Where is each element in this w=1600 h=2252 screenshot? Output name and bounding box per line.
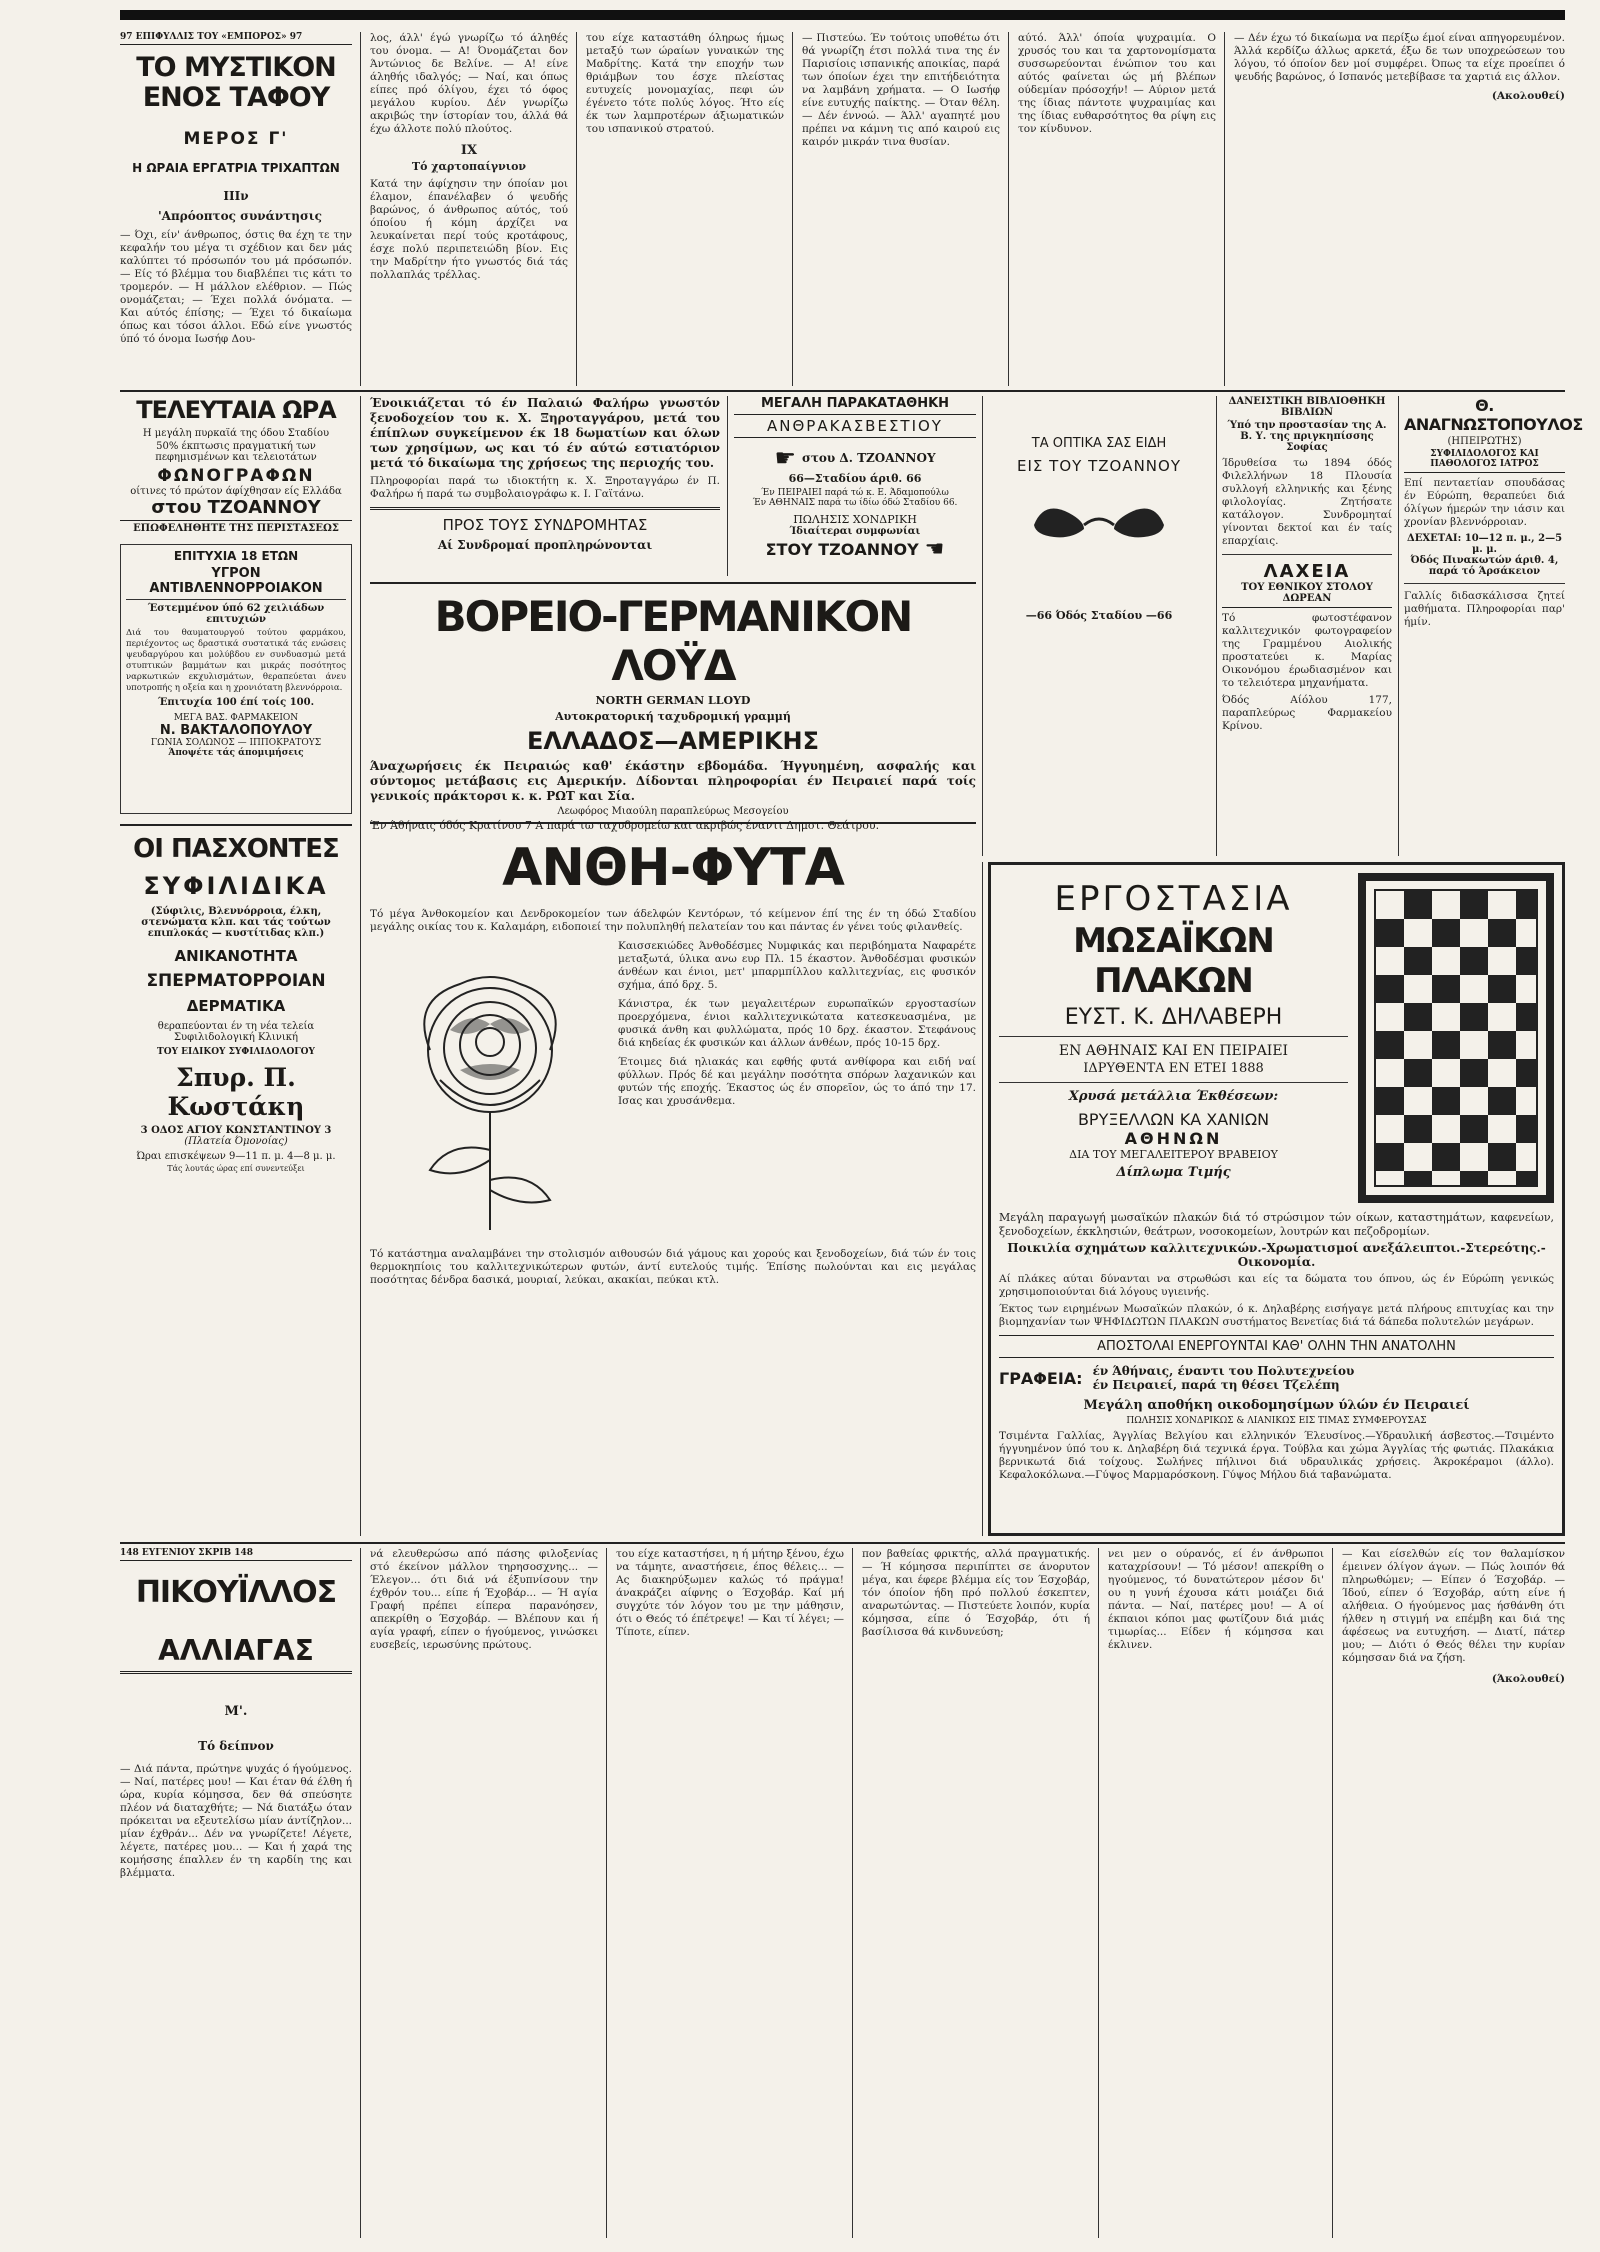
column-divider	[360, 32, 361, 386]
serial-text: — Δέν έχω τό δικαίωμα να περίξω έμοί είναι απηγορευμένον. Άλλά κερδίζω άλλως αρκετά, έξω δε των υποχρεώσεων του λόγου, τό όποίον δεν μοί συμφέρει. Όπως τα είχε προείπει ό ψευδής βαρώνος, ό Ισπανός μετεβίβασε τα χαρτιά εις άλλον.	[1234, 32, 1565, 83]
serial-continued: (Ακολουθεί)	[1491, 90, 1565, 102]
serial-text-column	[1234, 32, 1565, 386]
ad-text: 50% έκπτωσις πραγματική των πεφημισμένων και τελειοτάτων	[155, 441, 317, 463]
ad-hours: Ώραι επισκέψεων 9—11 π. μ. 4—8 μ. μ.	[136, 1151, 336, 1162]
ad-text: ΔΕΡΜΑΤΙΚΑ	[186, 997, 286, 1015]
ad-text: Ίδιαίτεραι συμφωνίαι	[789, 526, 921, 537]
ad-text: Επί πενταετίαν σπουδάσας έν Εύρώπη, θεραπεύει διά όλίγων ήμερών την ιάσιν και χρονίαν βλεννόρροιαν.	[1404, 477, 1565, 528]
ad-address: 66—Σταδίου άριθ. 66	[788, 472, 922, 485]
serial-subtitle: Η ΩΡΑΙΑ ΕΡΓΑΤΡΙΑ ΤΡΙΧΑΠΤΩΝ	[132, 161, 340, 175]
spectacles-icon	[1024, 495, 1174, 545]
ad-address: 3 ΟΔΟΣ ΑΓΙΟΥ ΚΩΝΣΤΑΝΤΙΝΟΥ 3	[140, 1125, 332, 1136]
ad-sales: ΠΩΛΗΣΙΣ ΧΟΝΔΡΙΚΩΣ & ΛΙΑΝΙΚΩΣ ΕΙΣ ΤΙΜΑΣ ΣΥΜΦΕΡΟΥΣΑΣ	[1126, 1416, 1427, 1426]
ad-title: ΒΟΡΕΙΟ-ΓΕΡΜΑΝΙΚΟΝ ΛΟΫΔ	[434, 592, 912, 690]
ad-text: Έστεμμένον ύπό 62 χειλιάδων επιτυχιών	[147, 603, 325, 625]
serial-text: νά ελευθερώσω από πάσης φιλοξενίας στό έκείνον μάλλον τηρησοσχνης... — Έλεγον... ότι διά νά έξυπνίσουν την έχθρόν του... είπε ή Έχοβάρ... — Ή αγία Γραφή πρέπει είπερα παρανόησεν, απεκρίθη ο Έσχοβάρ. — Βλέπουν και ή αγία γραφή, είπεν ο ήγούμενος, γινώσκει ευσεβείς, ιερωσύνης πρώτους.	[370, 1548, 598, 1651]
ad-text: Δίπλωμα Τιμής	[1116, 1165, 1231, 1180]
ad-factory-header	[999, 873, 1554, 1203]
ad-text: Έν Άθήναις όδός Κρατίνου 7 Α παρά τω ταχυδρομείω και ακριβώς έναντι Δημοτ. Θεάτρου.	[370, 819, 880, 832]
left-ads-column	[120, 396, 352, 1536]
ad-text: Χρυσά μετάλλια Έκθέσεων:	[1068, 1089, 1279, 1104]
ad-title: ΑΝΘΗ-ΦΥΤΑ	[502, 838, 844, 898]
serial-continued: (Άκολουθεί)	[1491, 1673, 1565, 1685]
ad-text: ΣΠΕΡΜΑΤΟΡΡΟΙΑΝ	[146, 971, 326, 991]
ad-coal-depot	[734, 396, 976, 576]
serial-caption: 97 ΕΠΙΦΥΛΛΙΣ ΤΟΥ «ΕΜΠΟΡΟΣ» 97	[120, 32, 352, 45]
ad-text: (Σύφιλις, Βλεννόρροια, έλκη, στενώματα κλπ. και τάς τούτων επιπλοκάς — κυστίτιδας κλπ.)	[141, 906, 331, 939]
ad-office: έν Άθήναις, έναντι του Πολυτεχνείου	[1092, 1364, 1355, 1378]
ad-text: Τό φωτοστέφανον καλλιτεχνικόν φωτογραφείον της Γραμμένου Αιολικής προστατεύει κ. Μαρίας Οικονόμου έρωδιασμένον και το τελειότερα μηχανήματα.	[1222, 612, 1392, 689]
ad-text: ΤΟΥ ΕΙΔΙΚΟΥ ΣΥΦΙΛΙΔΟΛΟΓΟΥ	[157, 1047, 315, 1057]
serial-subtitle: ΑΛΛΙΑΓΑΣ	[120, 1634, 352, 1674]
ad-pharmacy-name: Ν. ΒΑΚΤΑΛΟΠΟΥΛΟΥ	[159, 723, 313, 738]
column-divider	[1098, 1548, 1099, 2238]
serial-section	[120, 32, 1565, 386]
serial-text: λος, άλλ' έγώ γνωρίζω τό άληθές του όνομα. — Α! Όνομάζεται δον Άντώνιος δε Βελίνε. — Α! είνε άληθής ιδαλγός; — Ναί, και όπως είπες πρό όλίγου, έχει τό όφος μεγάλου κυρίου. Δέν γνωρίζω ακριβώς την ίστορίαν του, άλλά θά έχω άλλοτε πολύ πλούτος.	[370, 32, 568, 135]
ad-title: ΤΑ ΟΠΤΙΚΑ ΣΑΣ ΕΙΔΗ	[1031, 436, 1167, 451]
ad-text: Μεγάλη παραγωγή μωσαϊκών πλακών διά τό στρώσιμον τών οίκων, καταστημάτων, καφενείων, ξενοδοχείων, έκκλησιών, θεάτρων, νοσοκομείων, λουτρών και πεζοδρομίων.	[999, 1211, 1554, 1238]
ad-text: Έκτος των ειρημένων Μωσαϊκών πλακών, ό κ. Δηλαβέρης εισήγαγε μετά πλήρους επιτυχίας και την βιομηχανίαν των ΨΗΦΙΔΩΤΩΝ ΠΛΑΚΩΝ συστήματος Βενετίας διά τά δάπεδα πολυτελών μεγάρων.	[999, 1303, 1554, 1328]
serial-text: του είχε καταστήσει, η ή μήτηρ ξένου, έχω να τάμητε, αναστήσειε, έπος θέλεις... — Ας διακηρύξωμεν καλώς τό πράγμα! άνακράζει αίφνης ο Έσχοβάρ. Καί μή συγχύτε τόν λόγον του με την μάθησιν, ότι ο Θεός τό έπέτρεψε! — Και τί λέγει; — Τίποτε, είπεν.	[616, 1548, 844, 1638]
ad-note: Τάς λουτάς ώρας επί συνεντεύξει	[167, 1164, 305, 1173]
ad-text: ΑΘΗΝΩΝ	[1124, 1129, 1223, 1148]
ad-text: Τό κατάστημα αναλαμβάνει την στολισμόν αιθουσών διά γάμους και χορούς και ξενοδοχείων, διά τών έν τοις θερμοκηπίοις του καλλιτεχνικώτερων φυτών, άντί ευτελούς τιμής. Έπίσης πωλούνται και εις μεγάλας ποσότητας δένδρα δασικά, μουριαί, λεύκαι, ακακίαι, πεύκαι κτλ.	[370, 1248, 976, 1286]
serial-caption: 148 ΕΥΓΕΝΙΟΥ ΣΚΡΙΒ 148	[120, 1548, 352, 1561]
pointing-hand-icon: ☚	[924, 537, 945, 562]
ad-title: ΜΩΣΑΪΚΩΝ ΠΛΑΚΩΝ	[1073, 921, 1274, 1001]
serial-section-title: 'Απρόοπτος συνάντησις	[158, 209, 322, 223]
serial-section-title: Τό δείπνον	[198, 1739, 274, 1753]
ad-text: Διά του θαυματουργού τούτου φαρμάκου, περιέχοντος ως δραστικά συστατικά τάς ενώσεις ψευδαργύρου και μολύβδου εν συνδυασμώ μετά στυπτικών βαμμάτων και μικράς ποσότητος ναρκωτικών εκχυλισμάτων, θεραπεύεται άνευ υποτροπής η οξεία και η χρονιότατη βλεννόρροια.	[126, 628, 346, 693]
divider	[1404, 583, 1565, 584]
column-divider	[576, 32, 577, 386]
ad-store: στου Δ. ΤΖΟΑΝΝΟΥ	[802, 451, 936, 465]
serial-text-column	[802, 32, 1000, 386]
serial-text: πον βαθείας φρικτής, αλλά πραγματικής. — Ή κόμησσα περιπίπτει σε άνορυτον μέγα, και έφερε βλέμμα είς τον Έσχοβάρ, τόν όποίον ήδη πρό πολλού έσκεπτεν, αναρωτώντας. — Πιστεύετε λοιπόν, κυρία κόμησσα, είπε ό Έσχοβάρ, ότι ή βασίλισσα θά κινδυνεύση;	[862, 1548, 1090, 1638]
ad-lottery-subtitle: ΤΟΥ ΕΘΝΙΚΟΥ ΣΤΟΛΟΥ ΔΩΡΕΑΝ	[1222, 582, 1392, 608]
ad-warehouse: Μεγάλη αποθήκη οικοδομησίμων ύλών έν Πειραιεί	[1083, 1398, 1470, 1413]
advertisements-section	[120, 396, 1583, 1536]
ad-banner: ΑΠΟΣΤΟΛΑΙ ΕΝΕΡΓΟΥΝΤΑΙ ΚΑΘ' ΟΛΗΝ ΤΗΝ ΑΝΑΤΟΛΗΝ	[999, 1335, 1554, 1358]
ad-mosaic-factory	[988, 862, 1565, 1536]
ad-text: θεραπεύονται έν τη νέα τελεία Συφιλιδολογική Κλινική	[157, 1021, 315, 1043]
serial-text: — Διά πάντα, πρώτηνε ψυχάς ό ήγούμενος. — Ναί, πατέρες μου! — Και έταν θά έλθη ή ώρα, κυρία κόμησσα, δεν θά σπεύσητε πλέον νά διαταχθήτε; — Νά διατάξω όταν πρόκειται να εξευτελίσω μίαν άντίζηλον... μίαν έχθράν... Δέν να γνωρίζετε! Λέγετε, λέγετε, πατέρες μου... — Και ή χαρά της κομήσσης έπαλλεν έν τη καρδίη της και βλέμματα.	[120, 1763, 352, 1879]
ad-text: Έν ΠΕΙΡΑΙΕΙ παρά τώ κ. Ε. Άδαμοπούλω	[761, 488, 949, 498]
serial-text: νει μεν ο ούρανός, εί έν άνθρωποι καταχρίσουν! — Τό μέσον! απεκρίθη ο ηγούμενος, τό δυνατώτερον μέσον δι' ου η γυνή έχουσα κάτι μοιάζει διά πάντα. — Ναί, πατέρες μου! — Α οί έκπαιοι κόποι μας φωτίζουν διά μιάς τιμωρίας... Είδεν ή κόμησσα και έκλινεν.	[1108, 1548, 1324, 1651]
ad-library	[1222, 396, 1392, 856]
second-serial-section	[120, 1548, 1565, 2238]
ad-text: Καισσεκιώδες Άνθοδέσμες Νυμφικάς και περιβόηματα Ναφαρέτε μεταξωτά, ύλικα ανω ευρ Πλ. 15 έκαστον. Άνθοδέσμαι φυσικών άνθέων και ένιοι, μετ' μπαρμπίλλου καλλιτεχνίας, εις φυσικόν σχήμα, άπό δρχ. 5.	[618, 940, 976, 991]
serial-chapter: Μ'.	[224, 1704, 248, 1719]
ad-doctor-origin: (ΗΠΕΙΡΩΤΗΣ)	[1447, 436, 1522, 447]
ad-text: Έπιτυχία 100 έπί τοίς 100.	[157, 697, 315, 708]
ad-store-line	[734, 537, 976, 562]
ad-address: ΓΩΝΙΑ ΣΟΛΩΝΟΣ — ΙΠΠΟΚΡΑΤΟΥΣ	[150, 738, 322, 748]
divider	[370, 507, 720, 510]
ad-store: στου ΤΖΟΑΝΝΟΥ	[151, 497, 321, 518]
serial-text: αύτό. Άλλ' όποία ψυχραιμία. Ο χρυσός του και τα χαρτονομίσματα συσσωρεύονται ένώπιον του και αύτός φαίνεται ώς μή βλέπων ούδεμίαν πρόσοχήν! — Αύριον μετά της ίδιας πάντοτε ψυχραιμίας και της ίδιας ευθαρσότητος θα ρίψη εις τον κίνδυνον.	[1018, 32, 1216, 135]
column-divider	[852, 1548, 853, 2238]
serial-text: Κατά την άφίχησιν την όποίαν μοι έλαμον, έπανέλαβεν ό ψευδής βαρώνος, ό άνθρωπος αύτός, τού όποίου ή κόμη άρχίζει να λευκαίνεται περί τούς κροτάφους, έσχε πολύ περιπετειώδη βίον. Εις την Μαδρίτην ήτο γνωστός διά τάς πολλαπλάς τρέλλας.	[370, 178, 568, 281]
ad-brand: ΦΩΝΟΓΡΑΦΩΝ	[157, 466, 315, 486]
serial2-title-column	[120, 1548, 352, 2238]
ad-subtitle: ΕΙΣ ΤΟΥ ΤΖΟΑΝΝΟΥ	[1017, 457, 1181, 475]
ad-doctor-title: ΣΥΦΙΛΙΔΟΛΟΓΟΣ ΚΑΙ ΠΑΘΟΛΟΓΟΣ ΙΑΤΡΟΣ	[1404, 449, 1565, 473]
ad-title: ΔΑΝΕΙΣΤΙΚΗ ΒΙΒΛΙΟΘΗΚΗ ΒΙΒΛΙΩΝ	[1228, 396, 1386, 418]
serial-text-column	[586, 32, 784, 386]
notice-text: Αί Συνδρομαί προπληρώνονται	[437, 538, 653, 552]
ad-text: ΕΝ ΑΘΗΝΑΙΣ ΚΑΙ ΕΝ ΠΕΙΡΑΙΕΙ	[1058, 1043, 1289, 1059]
column-divider	[727, 396, 728, 576]
ad-text: ΒΡΥΞΕΛΛΩΝ ΚΑ ΧΑΝΙΩΝ	[1077, 1110, 1270, 1129]
divider	[999, 1036, 1348, 1037]
ad-address: Όδός Αίόλου 177, παραπλεύρως Φαρμακείου Κρίνου.	[1222, 694, 1392, 732]
ad-text: Ένοικιάζεται τό έν Παλαιώ Φαλήρω γνωστόν ξενοδοχείον του κ. Χ. Ξηροταγγάρου, μετά του έπίπλων συγκείμενον έκ 18 δωματίων και όλων των χρησίμων, ως και τό έν αύτώ εστιατόριον μετά τό δικαίωμα της χρήσεως της περιοχής του.	[370, 396, 720, 470]
ad-pharmacy-title: ΜΕΓΑ ΒΑΣ. ΦΑΡΜΑΚΕΙΟΝ	[173, 713, 299, 723]
ad-title: ΟΙ ΠΑΣΧΟΝΤΕΣ	[133, 834, 339, 864]
ad-text: Πληροφορίαι παρά τω ιδιοκτήτη κ. Χ. Ξηροταγγάρω έν Π. Φαλήρω ή παρά τω συμβολαιογράφω κ. Ι. Γαϊτάνω.	[370, 475, 720, 500]
column-divider	[982, 862, 983, 1536]
ad-text: ΑΝΙΚΑΝΟΤΗΤΑ	[174, 947, 298, 965]
ad-title: ΕΠΙΤΥΧΙΑ 18 ΕΤΩΝ	[173, 549, 299, 563]
column-divider	[360, 1548, 361, 2238]
serial2-text-column	[616, 1548, 844, 2238]
ad-text: Λεωφόρος Μιαούλη παραπλεύρως Μεσογείου	[557, 806, 789, 817]
ad-subtitle: Ύπό την προστασίαν της Α. Β. Υ. της πριγκηπίσσης Σοφίας	[1227, 420, 1387, 453]
ad-text: Έτοιμες διά ηλιακάς και εφθής φυτά ανθίφορα και ειδή ναί φύλλων. Πρός δέ και μεγάλην ποσότητα σπόρων λαχανικών και φυτών τής εποχής. Έκαστος ώς έν σπορεῖον, ώς το άπό την 17. Ισας και χρυσάνθεμα.	[618, 1056, 976, 1107]
serial-text: — Όχι, είν' άνθρωπος, όστις θα έχη τε την κεφαλήν του μέγα τι σχέδιον και δεν μάς καλύπτει τό πρόσωπόν του μά πρόσωπόν. — Είς τό βλέμμα του διαβλέπει τις κάτι το τρομερόν. — Η μάλλον ελέθριον. — Πώς ονομάζεται; — Έχει πολλά όνόματα. — Και αύτός έπίσης; — Έχει τό δικαίωμα όπως και τόσοι άλλοι. Εδώ είνε γνωστός ύπό τό όνομα Ιωσήφ Δου-	[120, 229, 352, 345]
ad-lottery-title: ΛΑΧΕΙΑ	[1263, 561, 1351, 582]
top-border-bar	[120, 10, 1565, 20]
divider	[1222, 554, 1392, 555]
serial-text: — Και είσελθών είς τον θαλαμίσκον έμεινεν όλίγον άγων. — Πώς λοιπόν θά πληρωθώμεν; — Είπεν ό Έσχοβάρ. — Ίδού, είπεν ό Έσχοβάρ, αύτη είνε ή αλήθεια. Ο ήγούμενος μας ήσθάνθη ότι ήλθεν η στιγμή να επέμβη και διά της άφέσεως να ευτυχήση. — Διατί, πάτερ μου; — Διότι ό Θεός θέλει την κυρίαν κόμησσαν διά να ζήση.	[1342, 1548, 1565, 1664]
notice-title: ΠΡΟΣ ΤΟΥΣ ΣΥΝΔΡΟΜΗΤΑΣ	[442, 516, 648, 534]
serial-text: του είχε καταστάθη όληρως ήμως μεταξύ των ώραίων γυναικών της Μαδρίτης. Κατά την εποχήν των θριάμβων του έσχε πλείστας ευτυχείς μονομαχίας, πεφι ών έγένετο τότε πολύς λόγος. Ήτο είς έκ των λαμπροτέρων άξιωματικών του ισπανικού στρατού.	[586, 32, 784, 135]
ad-title: ΕΡΓΟΣΤΑΣΙΑ	[1054, 879, 1293, 919]
column-divider	[982, 396, 983, 856]
ad-text: Κάνιστρα, έκ των μεγαλειτέρων ευρωπαϊκών εργοστασίων προερχόμενα, ένιοι καλλιτεχνικώτατα κατεσκευασμένα, με φυσικά άνθη και φυλλώματα, πρός 10 δρχ. έκαστον. Στεφάνους διά κηδείας έκ φυσικών και άλλων άνθέων, πρός 10-15 δρχ.	[618, 998, 976, 1049]
serial-title-column	[120, 32, 352, 386]
ad-footer: ΕΠΩΦΕΛΗΘΗΤΕ ΤΗΣ ΠΕΡΙΣΤΑΣΕΩΣ	[120, 520, 352, 534]
serial-chapter: ΙΙΙν	[223, 189, 249, 203]
ad-office: έν Πειραιεί, παρά τη θέσει Τζελέπη	[1092, 1378, 1340, 1392]
column-divider	[1332, 1548, 1333, 2238]
ad-syphilitic	[120, 824, 352, 1244]
ad-note: Γαλλίς διδασκάλισσα ζητεί μαθήματα. Πληροφορίαι παρ' ήμίν.	[1404, 590, 1565, 628]
ad-doctor: Σπυρ. Π. Κωστάκη	[167, 1063, 305, 1121]
ad-text: Άναχωρήσεις έκ Πειραιώς καθ' έκάστην εβδομάδα. Ήγγυημένη, ασφαλής και σύντομος μετάβασις εις Αμερικήν. Δίδονται πληροφορίαι έν Πειραιεί παρά τοίς γενικοίς πράκτορσι κ. κ. ΡΩΤ και Σία.	[370, 759, 976, 803]
column-divider	[1224, 32, 1225, 386]
serial2-text-column	[1342, 1548, 1565, 2238]
ad-north-german-lloyd	[370, 582, 976, 832]
ad-word: ΣΥΦΙΛΙΔΙΚΑ	[143, 872, 329, 900]
column-divider	[606, 1548, 607, 2238]
ad-address: —66 Όδός Σταδίου —66	[1025, 609, 1173, 622]
ad-doctor-name: Θ. ΑΝΑΓΝΩΣΤΟΠΟΥΛΟΣ	[1404, 396, 1583, 434]
ad-title: ΤΕΛΕΥΤΑΙΑ ΩΡΑ	[136, 396, 336, 424]
ad-doctor	[1404, 396, 1583, 856]
ad-text: Η μεγάλη πυρκαϊά της όδου Σταδίου	[142, 428, 330, 439]
ad-faliro-hotel	[370, 396, 720, 576]
ad-hours: ΔΕΧΕΤΑΙ: 10—12 π. μ., 2—5 μ. μ.	[1406, 533, 1563, 555]
ad-title: ΜΕΓΑΛΗ ΠΑΡΑΚΑΤΑΘΗΚΗ	[760, 396, 950, 411]
divider	[999, 1082, 1348, 1083]
serial2-text-column	[370, 1548, 598, 2238]
ad-text: ΔΙΑ ΤΟΥ ΜΕΓΑΛΕΙΤΕΡΟΥ ΒΡΑΒΕΙΟΥ	[1069, 1148, 1278, 1161]
column-divider	[1216, 396, 1217, 856]
serial-part: ΜΕΡΟΣ Γ'	[183, 129, 289, 149]
ad-english-title: NORTH GERMAN LLOYD	[595, 694, 751, 707]
ad-text: ΠΩΛΗΣΙΣ ΧΟΝΔΡΙΚΗ	[793, 513, 917, 526]
ad-footer: Άποψέτε τάς άπομιμήσεις	[168, 748, 304, 758]
mosaic-tile-pattern-icon	[1358, 873, 1554, 1203]
ad-offices	[999, 1364, 1554, 1392]
ad-subtitle: Αυτοκρατορική ταχυδρομική γραμμή	[555, 710, 791, 723]
ad-success-18-years	[120, 544, 352, 814]
ad-product: ΥΓΡΟΝ ΑΝΤΙΒΛΕΝΝΟΡΡΟΙΑΚΟΝ	[126, 566, 346, 600]
column-divider	[1398, 396, 1399, 856]
pointing-hand-icon: ☛	[774, 444, 796, 472]
ad-address: Όδός Πινακωτών άριθ. 4, παρά τό Άρσάκειον	[1410, 555, 1559, 577]
ad-text: Τσιμέντα Γαλλίας, Άγγλίας Βελγίου και ελληνικόν Έλευσίνος.—Υδραυλική άσβεστος.—Τσιμέντο ήγγυημένον ύπό του κ. Δηλαβέρη διά τεχνικά έργα. Τούβλα και χώμα Άγγλίας τής φωτιάς. Πλακάκια βερνικωτά διά τοίχους. Σωλήνες πήλινοι διά υδραυλικάς χρήσεις. Άκροκέραμοι (άλλο). Κεφαλοκόλωνα.—Γύψος Μαρμαρόσκονη. Γύψος Μήλου διά ταβανώματα.	[999, 1430, 1554, 1481]
column-divider	[360, 396, 361, 1536]
serial-section-title: Τό χαρτοπαίγνιον	[411, 160, 527, 173]
serial-text: — Πιστεύω. Έν τούτοις υποθέτω ότι θά γνωρίζη έτσι πολλά τινα της έν Παρισίοις ισπανικής αποικίας, παρά των όποίων έχει την επιτήδειότητα να λαμβάνη χρήματα. — Ο Ιωσήφ είνε ευτυχής παίκτης. — Όταν θέλη. — Δέν έννοώ. — Άλλ' αγαπητέ μου πρέπει να κάμνη τις από καιρού εις καιρόν μικράν τινα θυσίαν.	[802, 32, 1000, 148]
rose-illustration-icon	[370, 940, 610, 1240]
section-divider	[120, 1542, 1565, 1544]
ad-store: ΣΤΟΥ ΤΖΟΑΝΝΟΥ	[765, 540, 919, 559]
ad-route: ΕΛΛΑΔΟΣ—ΑΜΕΡΙΚΗΣ	[527, 727, 819, 755]
ad-offices-label: ΓΡΑΦΕΙΑ:	[999, 1368, 1083, 1388]
serial-chapter: ΙΧ	[460, 143, 478, 158]
ad-flowers-plants	[370, 822, 976, 1538]
ad-text: Αί πλάκες αύται δύνανται να στρωθώσι και είς τα δώματα του όπνου, ώς έν Εύρώπη γενικώς χρησιμοποιούνται διά λόγους υγιεινής.	[999, 1273, 1554, 1298]
section-divider	[120, 390, 1565, 392]
ad-text: ΙΔΡΥΘΕΝΤΑ ΕΝ ΕΤΕΙ 1888	[1083, 1061, 1264, 1076]
ad-flowers-body	[370, 940, 976, 1240]
column-divider	[1008, 32, 1009, 386]
ad-text: Ποικιλία σχημάτων καλλιτεχνικών.-Χρωματισμοί ανεξάλειπτοι.-Στερεότης.-Οικονομία.	[1007, 1241, 1546, 1269]
ad-text: οίτινες τό πρώτον άφίχθησαν είς Ελλάδα	[130, 486, 342, 497]
serial-text-column	[370, 32, 568, 386]
ad-store-line	[734, 444, 976, 472]
serial-text-column	[1018, 32, 1216, 386]
column-divider	[792, 32, 793, 386]
ad-text: Έν ΑΘΗΝΑΙΣ παρά τω ίδίω όδώ Σταδίου 66.	[752, 498, 958, 508]
serial-title: ΤΟ ΜΥΣΤΙΚΟΝ ΕΝΟΣ ΤΑΦΟΥ	[136, 52, 336, 113]
ad-subtitle: ΑΝΘΡΑΚΑΣΒΕΣΤΙΟΥ	[734, 414, 976, 438]
ad-optics	[988, 396, 1210, 856]
serial2-text-column	[862, 1548, 1090, 2238]
ad-last-hour	[120, 396, 352, 538]
ad-owner: ΕΥΣΤ. Κ. ΔΗΛΑΒΕΡΗ	[1064, 1005, 1283, 1030]
ad-text: Τό μέγα Άνθοκομείον και Δενδροκομείον των άδελφών Κεντόρων, τό κείμενον έπί της έν τη όδώ Σταδίου μεγάλης οικίας του κ. Καλαμάρη, ειδοποιεί την πολυπληθή πελατείαν του και πάντας έν γένει τούς φιλανθείς.	[370, 908, 976, 933]
serial2-text-column	[1108, 1548, 1324, 2238]
ad-address: (Πλατεία Όμονοίας)	[184, 1136, 288, 1147]
serial-title: ΠΙΚΟΥΪΛΛΟΣ	[135, 1575, 337, 1610]
ad-text: Ίδρυθείσα τω 1894 όδός Φιλελλήνων 18 Πλουσία συλλογή ελληνικής και ξένης φιλολογίας. Ζητήσατε κατάλογον. Συνδρομηταί γίνονται δεκτοί και έν ταίς επαρχίαις.	[1222, 457, 1392, 547]
